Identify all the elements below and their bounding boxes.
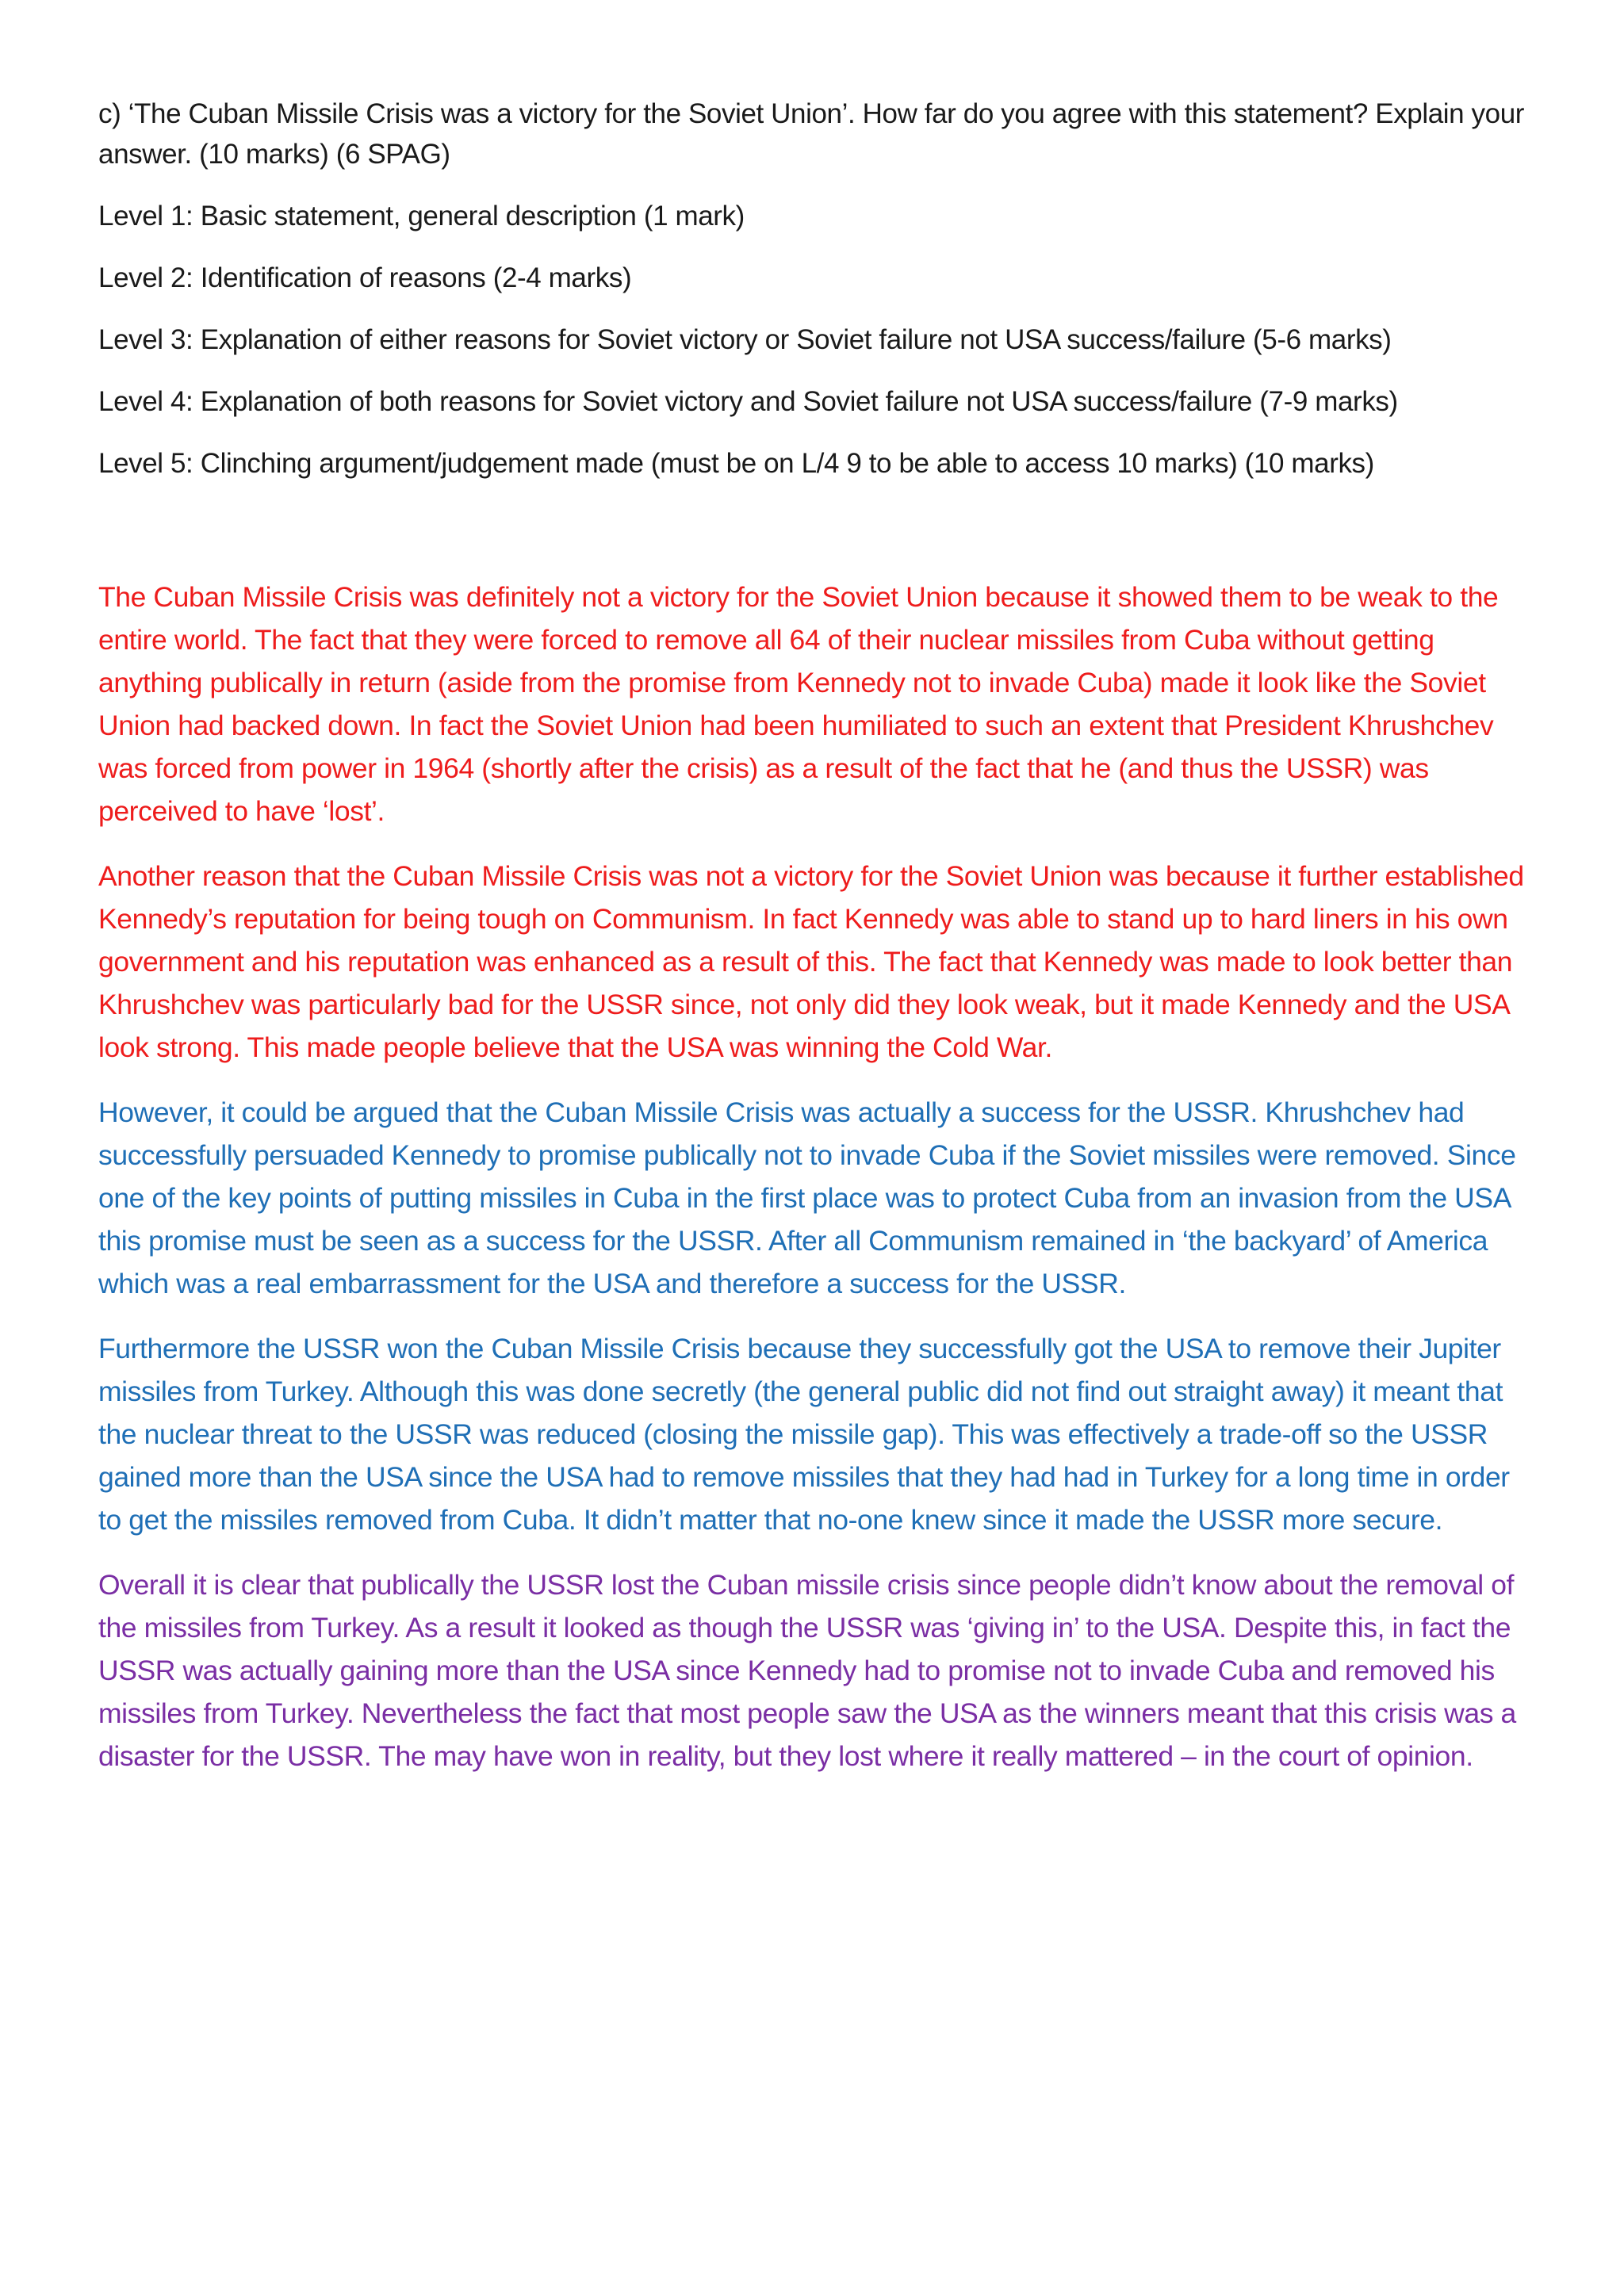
document-page [98, 94, 1532, 1777]
answer-paragraph-judgement: Overall it is clear that publically the USSR lost the Cuban missile crisis since people didn’t know about the removal of the missiles from Turkey. As a result it looked as though the USSR was ‘giving in’ to the USA. Despite this, in fact the USSR was actually gaining more than the USA since Kennedy had to promise not to invade Cuba and removed his missiles from Turkey. Nevertheless the fact that most people saw the USA as the winners meant that this crisis was a disaster for the USSR. The may have won in reality, but they lost where it really mattered – in the court of opinion. [98, 1569, 1516, 1772]
answer-body [98, 576, 1532, 1777]
mark-scheme-level-5: Level 5: Clinching argument/judgement made (must be on L/4 9 to be able to access 10 marks) (10 marks) [98, 448, 1374, 479]
answer-paragraph-against-1: The Cuban Missile Crisis was definitely not a victory for the Soviet Union because it showed them to be weak to the entire world. The fact that they were forced to remove all 64 of their nuclear missiles from Cuba without getting anything publically in return (aside from the promise from Kennedy not to invade Cuba) made it look like the Soviet Union had backed down. In fact the Soviet Union had been humiliated to such an extent that President Khrushchev was forced from power in 1964 (shortly after the crisis) as a result of the fact that he (and thus the USSR) was perceived to have ‘lost’. [98, 581, 1499, 827]
mark-scheme-level-1: Level 1: Basic statement, general description (1 mark) [98, 201, 745, 232]
mark-scheme [98, 196, 1532, 484]
mark-scheme-level-3: Level 3: Explanation of either reasons for Soviet victory or Soviet failure not USA success/failure (5-6 marks) [98, 324, 1392, 355]
question-text: c) ‘The Cuban Missile Crisis was a victory for the Soviet Union’. How far do you agree with this statement? Explain your answer. (10 marks) (6 SPAG) [98, 98, 1525, 170]
mark-scheme-level-2: Level 2: Identification of reasons (2-4 marks) [98, 262, 632, 293]
answer-paragraph-against-2: Another reason that the Cuban Missile Crisis was not a victory for the Soviet Union was because it further established Kennedy’s reputation for being tough on Communism. In fact Kennedy was able to stand up to hard liners in his own government and his reputation was enhanced as a result of this. The fact that Kennedy was made to look better than Khrushchev was particularly bad for the USSR since, not only did they look weak, but it made Kennedy and the USA look strong. This made people believe that the USA was winning the Cold War. [98, 860, 1524, 1063]
answer-paragraph-for-1: However, it could be argued that the Cuban Missile Crisis was actually a success for the USSR. Khrushchev had successfully persuaded Kennedy to promise publically not to invade Cuba if the Soviet missiles were removed. Since one of the key points of putting missiles in Cuba in the first place was to protect Cuba from an invasion from the USA this promise must be seen as a success for the USSR. After all Communism remained in ‘the backyard’ of America which was a real embarrassment for the USA and therefore a success for the USSR. [98, 1096, 1516, 1299]
mark-scheme-level-4: Level 4: Explanation of both reasons for Soviet victory and Soviet failure not USA success/failure (7-9 marks) [98, 386, 1398, 417]
answer-paragraph-for-2: Furthermore the USSR won the Cuban Missile Crisis because they successfully got the USA to remove their Jupiter missiles from Turkey. Although this was done secretly (the general public did not find out straight away) it meant that the nuclear threat to the USSR was reduced (closing the missile gap). This was effectively a trade-off so the USSR gained more than the USA since the USA had to remove missiles that they had had in Turkey for a long time in order to get the missiles removed from Cuba. It didn’t matter that no-one knew since it made the USSR more secure. [98, 1333, 1510, 1536]
